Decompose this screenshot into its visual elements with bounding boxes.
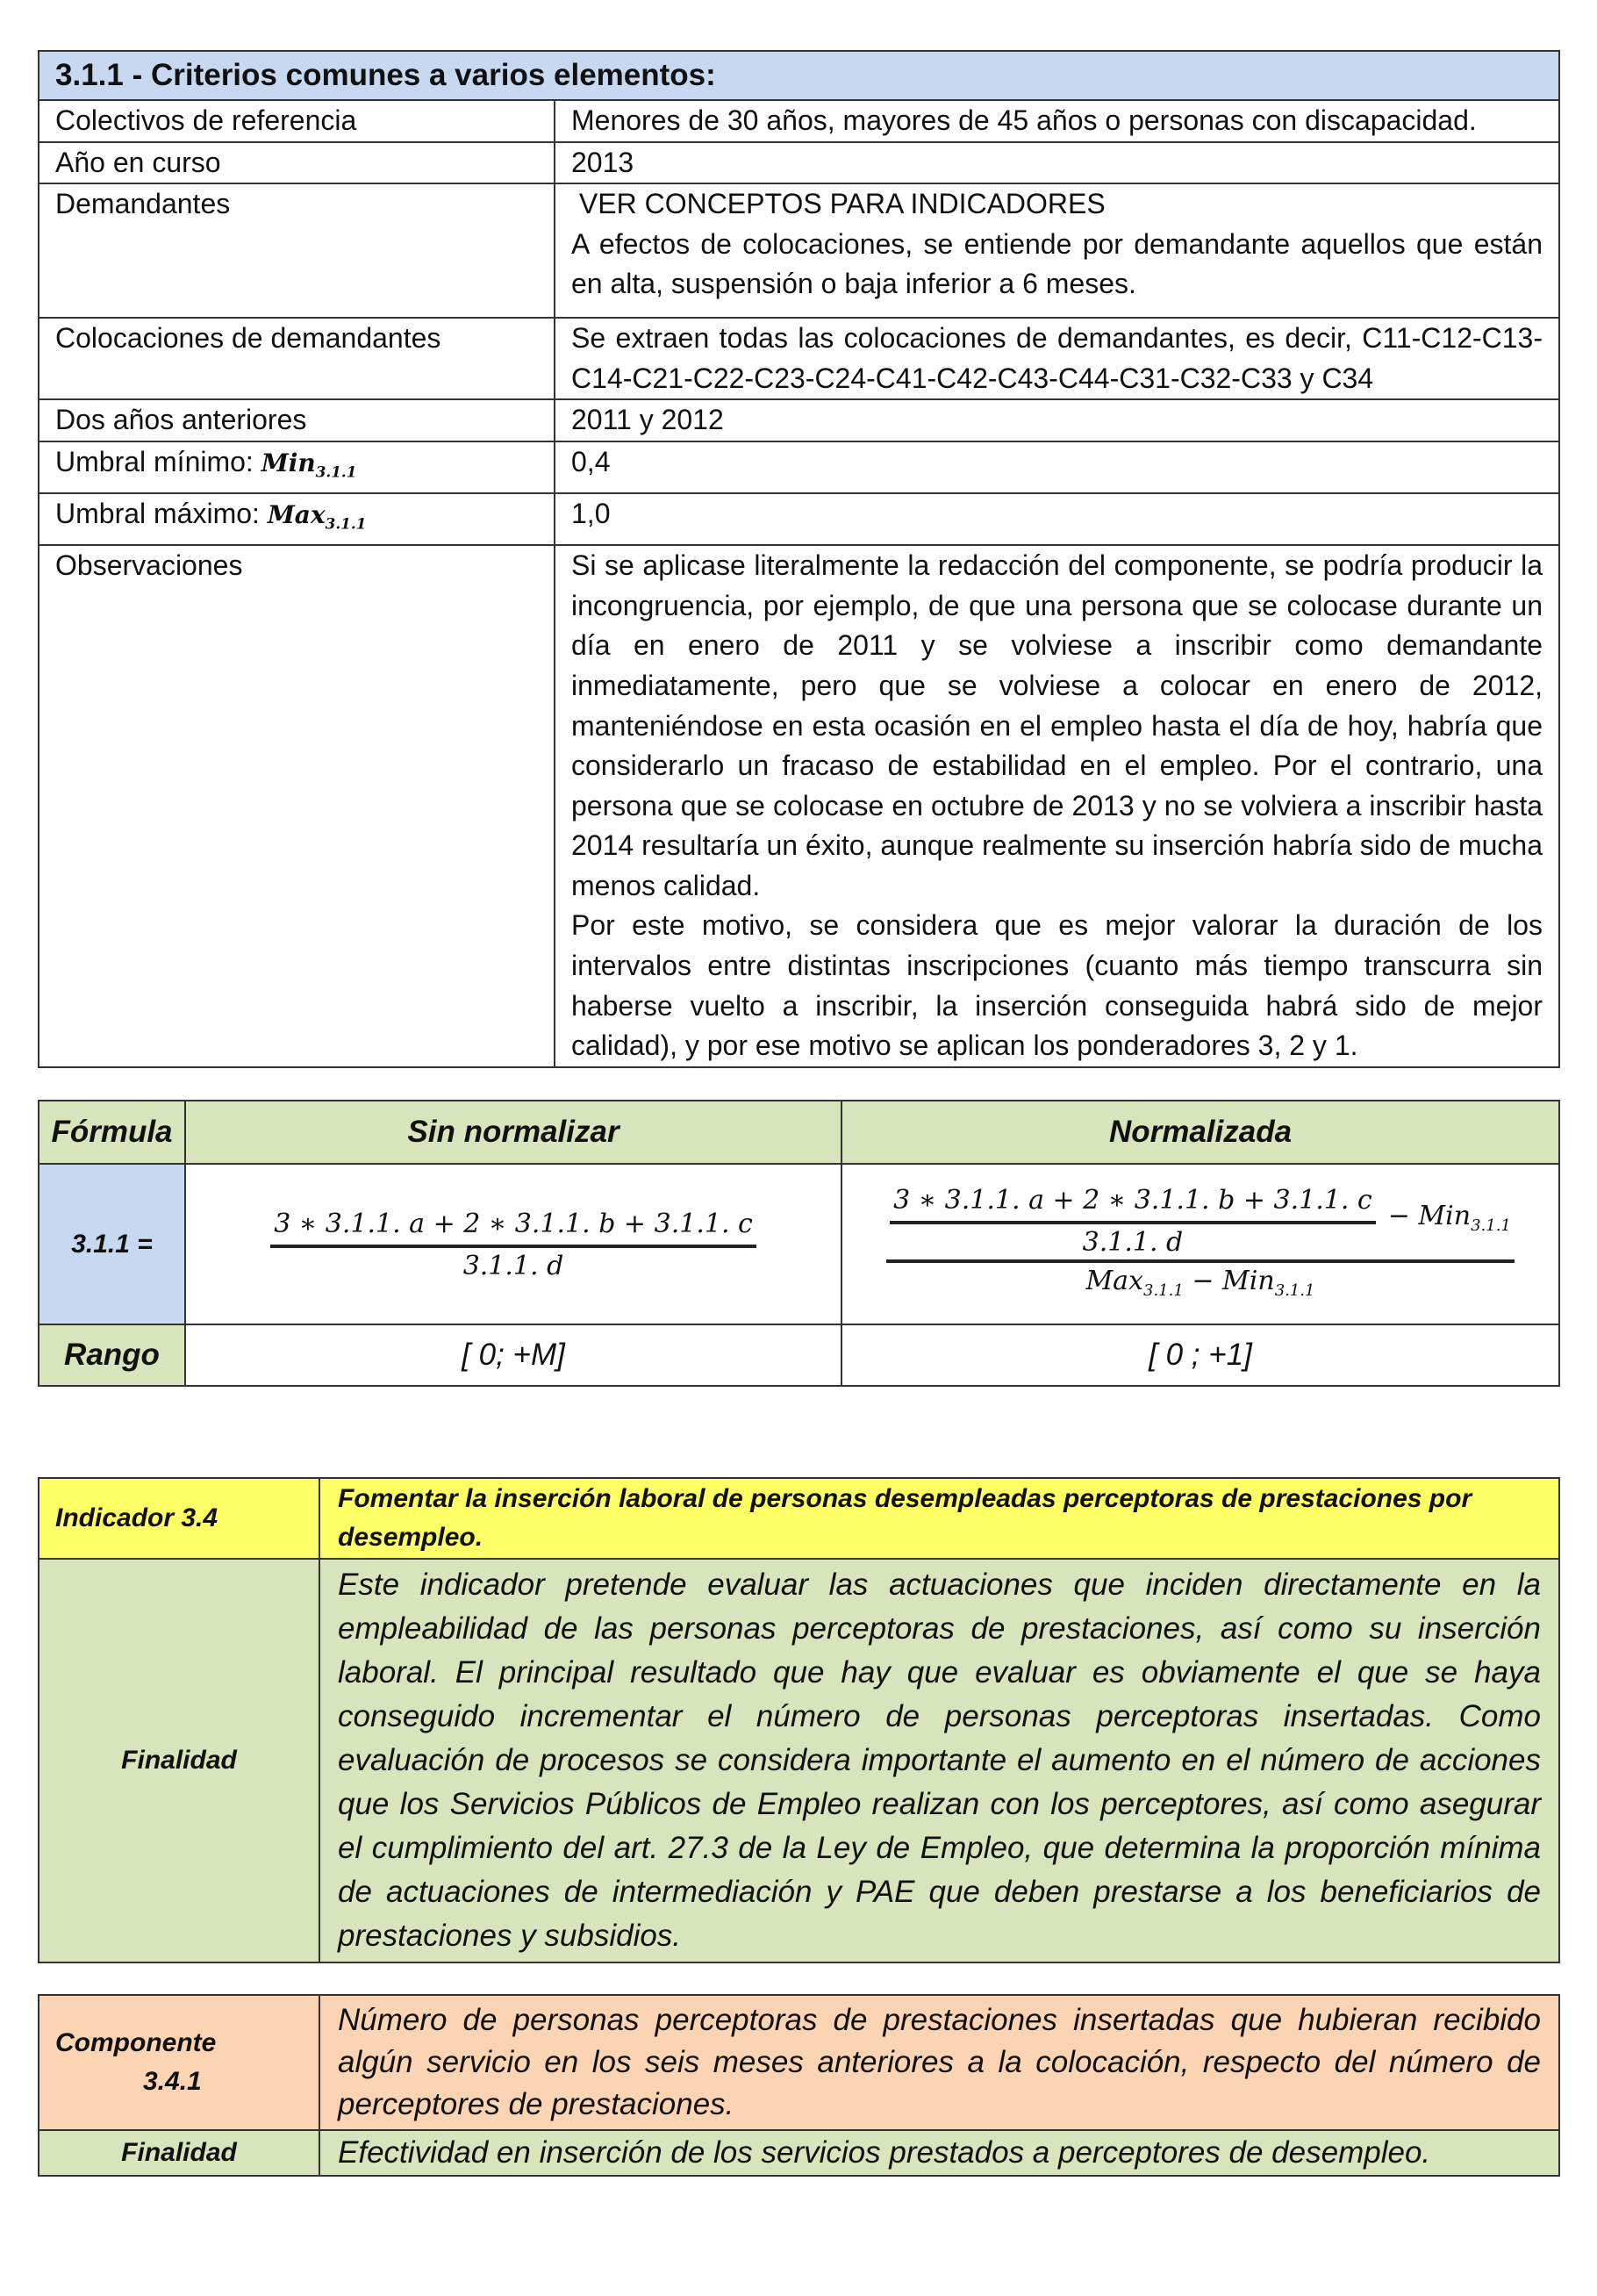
norm-denominator: 3.1.1. d [1082, 1226, 1184, 1258]
table-row [39, 399, 1559, 441]
componente-label [39, 1995, 319, 2130]
indicador-table [38, 1477, 1560, 1963]
criterios-table [38, 50, 1560, 1068]
table-row [39, 441, 1559, 493]
row-value: 0,4 [555, 441, 1559, 493]
formula-header: Fórmula [39, 1101, 185, 1164]
table-row [39, 545, 1559, 1067]
min-symbol: Min$_{3.1.1}$ [261, 448, 357, 481]
row-value [555, 545, 1559, 1067]
rango-label: Rango [39, 1324, 185, 1386]
row-value: 2011 y 2012 [555, 399, 1559, 441]
row-label [39, 441, 555, 493]
sin-normalizar-header: Sin normalizar [185, 1101, 841, 1164]
row-value: Menores de 30 años, mayores de 45 años o personas con discapacidad. [555, 100, 1559, 142]
rango-raw: [ 0; +M] [185, 1324, 841, 1386]
formula-raw [185, 1164, 841, 1324]
row-label: Observaciones [39, 545, 555, 1067]
max-symbol: Max$_{3.1.1}$ [267, 499, 367, 533]
table-row [39, 318, 1559, 399]
formula-numerator: 3 ∗ 3.1.1. a + 2 ∗ 3.1.1. b + 3.1.1. c [270, 1208, 756, 1248]
componente-table [38, 1994, 1560, 2177]
componente-label-line1: Componente [55, 2028, 217, 2057]
formula-denominator: 3.1.1. d [462, 1251, 564, 1281]
formula-row-label: 3.1.1 = [39, 1164, 185, 1324]
row-value: Se extraen todas las colocaciones de demandantes, es decir, C11-C12-C13-C14-C21-C22-C23-C24-C41-C42-C43-C44-C31-C32-C33 y C34 [555, 318, 1559, 399]
demandantes-link-text: VER CONCEPTOS PARA INDICADORES [571, 188, 1106, 220]
table-row [39, 100, 1559, 142]
row-label: Año en curso [39, 142, 555, 184]
finalidad-label: Finalidad [39, 1559, 319, 1962]
umbral-max-label: Umbral máximo: [55, 497, 260, 529]
formula-table [38, 1100, 1560, 1387]
umbral-min-label: Umbral mínimo: [55, 445, 254, 477]
demandantes-definition: A efectos de colocaciones, se entiende por demandante aquellos que están en alta, suspensión o baja inferior a 6 meses. [571, 227, 1543, 300]
indicador-label: Indicador 3.4 [39, 1478, 319, 1559]
finalidad-text: Este indicador pretende evaluar las actuaciones que inciden directamente en la empleabilidad de las personas perceptoras de prestaciones, así como su inserción laboral. El principal resultado que hay que evaluar es obviamente el que se haya conseguido incrementar el número de personas perceptoras insertadas. Como evaluación de procesos se considera importante el aumento en el número de acciones que los Servicios Públicos de Empleo realizan con los perceptores, así como asegurar el cumplimiento del art. 27.3 de la Ley de Empleo, que determina la proporción mínima de actuaciones de intermediación y PAE que deben prestarse a los beneficiarios de prestaciones y subsidios. [319, 1559, 1559, 1962]
norm-numerator: 3 ∗ 3.1.1. a + 2 ∗ 3.1.1. b + 3.1.1. c [890, 1184, 1376, 1224]
norm-minus-min: − Min$_{3.1.1}$ [1387, 1201, 1511, 1235]
componente-finalidad-label: Finalidad [39, 2130, 319, 2176]
table-row [39, 142, 1559, 184]
row-label: Dos años anteriores [39, 399, 555, 441]
row-value [555, 183, 1559, 318]
norm-outer-denominator: Max$_{3.1.1}$ − Min$_{3.1.1}$ [1085, 1265, 1315, 1300]
row-label: Colectivos de referencia [39, 100, 555, 142]
componente-label-line2: 3.4.1 [143, 2067, 202, 2096]
row-label: Colocaciones de demandantes [39, 318, 555, 399]
formula-normalized [841, 1164, 1559, 1324]
table-row [39, 183, 1559, 318]
componente-finalidad-text: Efectividad en inserción de los servicios prestados a perceptores de desempleo. [319, 2130, 1559, 2176]
table-row [39, 493, 1559, 545]
row-label [39, 493, 555, 545]
criterios-title: 3.1.1 - Criterios comunes a varios elementos: [39, 51, 1559, 100]
row-label: Demandantes [39, 183, 555, 318]
observaciones-paragraph-1: Si se aplicase literalmente la redacción del componente, se podría producir la incongruencia, por ejemplo, de que una persona que se colocase durante un día en enero de 2011 y se volviese a inscribir como demandante inmediatamente, pero que se volviese a colocar en enero de 2012, manteniéndose en esta ocasión en el empleo hasta el día de hoy, habría que considerarlo un fracaso de estabilidad en el empleo. Por el contrario, una persona que se colocase en octubre de 2013 y no se volviera a inscribir hasta 2014 resultaría un éxito, aunque realmente su inserción habría sido de mucha menos calidad. [571, 549, 1543, 901]
row-value: 1,0 [555, 493, 1559, 545]
componente-text: Número de personas perceptoras de prestaciones insertadas que hubieran recibido algún servicio en los seis meses anteriores a la colocación, respecto del número de perceptores de prestaciones. [319, 1995, 1559, 2130]
normalizada-header: Normalizada [841, 1101, 1559, 1164]
row-value: 2013 [555, 142, 1559, 184]
indicador-title: Fomentar la inserción laboral de personas desempleadas perceptoras de prestaciones por desempleo. [319, 1478, 1559, 1559]
rango-normalized: [ 0 ; +1] [841, 1324, 1559, 1386]
observaciones-paragraph-2: Por este motivo, se considera que es mejor valorar la duración de los intervalos entre distintas inscripciones (cuanto más tiempo transcurra sin haberse vuelto a inscribir, la inserción conseguida habrá sido de mejor calidad), y por ese motivo se aplican los ponderadores 3, 2 y 1. [571, 909, 1543, 1062]
